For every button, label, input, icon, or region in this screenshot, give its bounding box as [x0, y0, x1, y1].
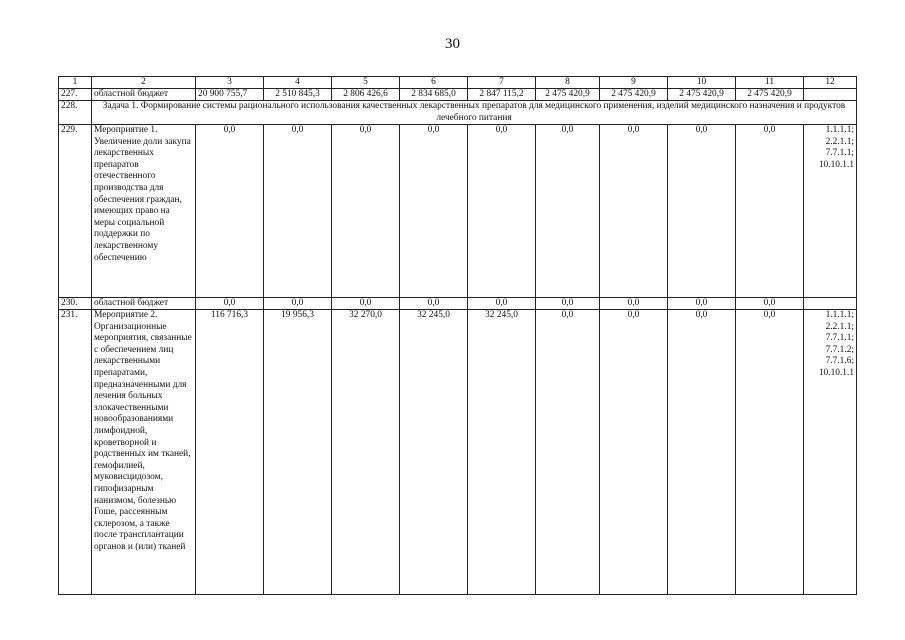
value-cell: 0,0	[668, 298, 736, 310]
header-cell: 3	[196, 77, 264, 89]
code-line: 7.7.1.1;	[825, 148, 854, 159]
code-line: 7.7.1.2;	[825, 344, 854, 355]
header-cell: 9	[600, 77, 668, 89]
codes-cell	[804, 125, 857, 298]
value-cell: 2 847 115,2	[468, 89, 536, 101]
value-cell: 2 806 426,6	[332, 89, 400, 101]
table-row-227	[59, 89, 857, 101]
value-cell: 0,0	[468, 125, 536, 298]
value-cell: 2 475 420,9	[668, 89, 736, 101]
value-cell: 0,0	[332, 298, 400, 310]
value-cell: 0,0	[736, 298, 804, 310]
row-number: 228.	[59, 101, 92, 125]
row-name: Мероприятие 2. Организационные мероприятия, связанные с обеспечением лиц лекарственными препаратами, предназначенными для лечения больных злокачественными новообразованиями лимфоидной, кроветворной и родственных им тканей, гемофилией, муковисцидозом, гипофизарным нанизмом, болезнью Гоше, рассеянным склерозом, а также после трансплантации органов и (или) тканей	[92, 310, 196, 595]
value-cell: 0,0	[536, 298, 600, 310]
value-cell: 0,0	[536, 310, 600, 595]
task-heading: Задача 1. Формирование системы рационального использования качественных лекарственных препаратов для медицинского применения, изделий медицинского назначения и продуктов лечебного питания	[92, 101, 857, 125]
value-cell: 2 475 420,9	[736, 89, 804, 101]
table-row-231	[59, 310, 857, 595]
value-cell: 2 510 845,3	[264, 89, 332, 101]
header-cell: 6	[400, 77, 468, 89]
code-line: 2.2.1.1;	[825, 136, 854, 147]
codes-cell	[804, 89, 857, 101]
value-cell: 0,0	[668, 125, 736, 298]
codes-cell	[804, 310, 857, 595]
code-line: 10.10.1.1	[818, 159, 854, 170]
value-cell: 0,0	[736, 125, 804, 298]
row-number: 227.	[59, 89, 92, 101]
code-line: 7.7.1.6;	[825, 356, 854, 367]
value-cell: 0,0	[600, 310, 668, 595]
table-row-228	[59, 101, 857, 125]
value-cell: 19 956,3	[264, 310, 332, 595]
header-cell: 7	[468, 77, 536, 89]
value-cell: 0,0	[600, 125, 668, 298]
value-cell: 0,0	[400, 298, 468, 310]
header-cell: 10	[668, 77, 736, 89]
value-cell: 32 270,0	[332, 310, 400, 595]
row-name: областной бюджет	[92, 89, 196, 101]
header-cell: 2	[92, 77, 196, 89]
value-cell: 116 716,3	[196, 310, 264, 595]
value-cell: 2 475 420,9	[536, 89, 600, 101]
header-cell: 8	[536, 77, 600, 89]
header-cell: 12	[804, 77, 857, 89]
value-cell: 2 834 685,0	[400, 89, 468, 101]
value-cell: 0,0	[196, 298, 264, 310]
value-cell: 0,0	[264, 125, 332, 298]
value-cell: 2 475 420,9	[600, 89, 668, 101]
code-line: 10.10.1.1	[818, 367, 854, 378]
value-cell: 0,0	[332, 125, 400, 298]
codes-cell	[804, 298, 857, 310]
row-number: 231.	[59, 310, 92, 595]
table-header-row	[59, 77, 857, 89]
value-cell: 0,0	[264, 298, 332, 310]
header-cell: 4	[264, 77, 332, 89]
code-line: 7.7.1.1;	[825, 333, 854, 344]
value-cell: 0,0	[736, 310, 804, 595]
code-line: 2.2.1.1;	[825, 321, 854, 332]
value-cell: 0,0	[668, 310, 736, 595]
value-cell: 0,0	[600, 298, 668, 310]
page-number: 30	[445, 36, 460, 52]
row-name: Мероприятие 1. Увеличение доли закупа лекарственных препаратов отечественного производства для обеспечения граждан, имеющих право на меры социальной поддержки по лекарственному обеспечению	[92, 125, 196, 298]
value-cell: 20 900 755,7	[196, 89, 264, 101]
value-cell: 32 245,0	[468, 310, 536, 595]
code-line: 1.1.1.1;	[825, 310, 854, 320]
value-cell: 0,0	[196, 125, 264, 298]
row-number: 229.	[59, 125, 92, 298]
row-number: 230.	[59, 298, 92, 310]
header-cell: 5	[332, 77, 400, 89]
value-cell: 32 245,0	[400, 310, 468, 595]
value-cell: 0,0	[536, 125, 600, 298]
row-name: областной бюджет	[92, 298, 196, 310]
header-cell: 1	[59, 77, 92, 89]
value-cell: 0,0	[400, 125, 468, 298]
table-row-230	[59, 298, 857, 310]
header-cell: 11	[736, 77, 804, 89]
table-row-229	[59, 125, 857, 298]
program-table	[58, 76, 857, 595]
value-cell: 0,0	[468, 298, 536, 310]
code-line: 1.1.1.1;	[825, 125, 854, 135]
